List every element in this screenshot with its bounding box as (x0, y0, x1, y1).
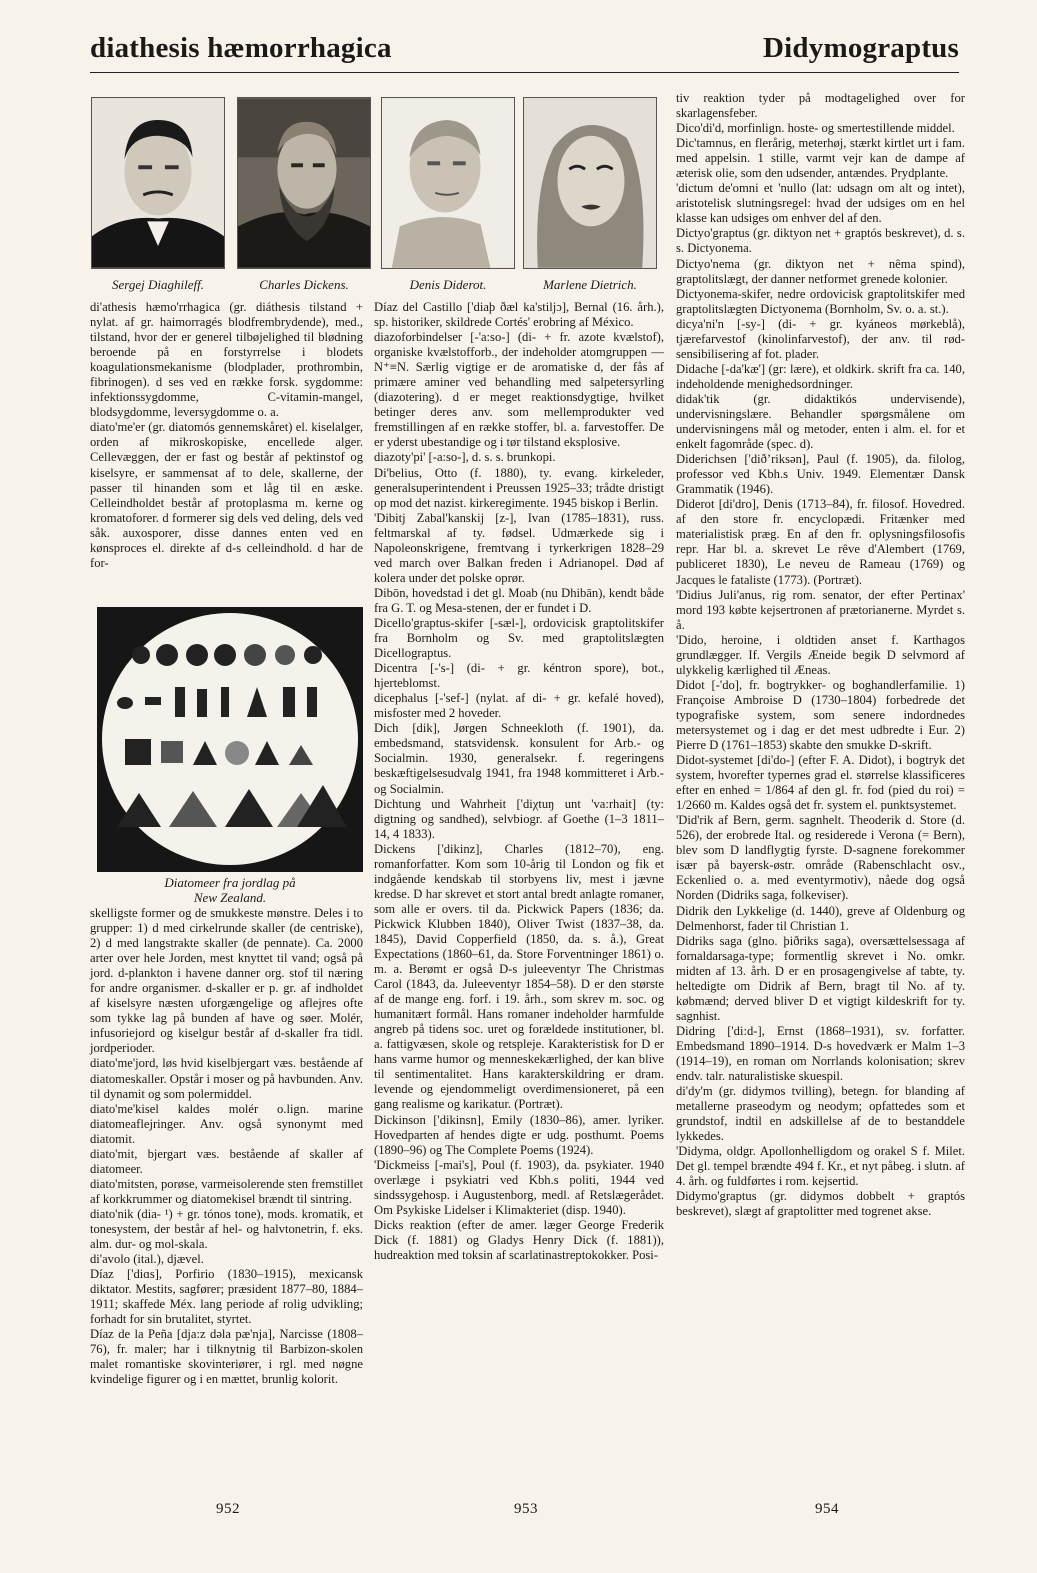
entry: Didache [-da'kæ'] (gr: lære), et oldkirk. skrift fra ca. 140, indeholdende menighedsordninger. (676, 361, 965, 391)
column-2 (374, 300, 664, 1263)
entry: Didymo'graptus (gr. didymos dobbelt + graptós beskrevet), slægt af graptolitter med togrenet akse. (676, 1189, 965, 1219)
portrait-diderot-icon (382, 98, 514, 268)
header-rule (90, 72, 959, 73)
entry: diazoty'pi' [-a:so-], d. s. s. brunkopi. (374, 450, 556, 465)
figure-caption-line-1: Diatomeer fra jordlag på (164, 875, 296, 890)
entry: Didrik den Lykkelige (d. 1440), greve af Oldenburg og Delmenhorst, fader til Christian 1. (676, 903, 965, 933)
entry: Dicks reaktion (efter de amer. læger George Frederik Dick (f. 1881) og Gladys Henry Dick (f. 1881)), hudreaktion med toksin af scarlatinastreptokokker. Posi- (374, 1217, 664, 1262)
portrait-dietrich-icon (524, 98, 656, 268)
entry: 'dictum de'omni et 'nullo (lat: udsagn om alt og intet), aristotelisk slutningsregel: hvad der udsiges om en hel klasse kan udsiges om enhver del af den. (676, 181, 965, 226)
entry: Dickens ['dikinz], Charles (1812–70), eng. romanforfatter. Kom som 10-årig til London og fik et indgående kendskab til storbyens liv, mest i jævne kredse. D har skrevet et stort antal bredt anlagte romaner, som alle er overs. til da. Pickwick Papers (1836; da. Pickwick Klubben 1840), Oliver Twist (1837–38, da. 1845), David Copperfield (1850, da. s. å.), Great Expectations (1860–61, da. Store Forventninger 1861) o. m. a. Berømt er også D-s juleeventyr The Christmas Carol (1843, da. Juleeventyr 1854–58). D er den største af de mange eng. forf. i 19. årh., som skrev m. soc. og humanitært formål. Hans romaner indeholder harmfulde angreb på tidens soc. uret og forældede institutioner, bl. a. fattigvæsen, skole og retspleje. Karakteristisk for D er hans varme humor og menneskekærlighed, der kan blive til sentimentalitet. Hans karakterskildring er dram. levende og ejendommeligt overdimensioneret, på een gang realisme og karikatur. (Portræt). (374, 841, 664, 1112)
entry: Dibōn, hovedstad i det gl. Moab (nu Dhibān), kendt både fra G. T. og Mesa-stenen, der er fundet i D. (374, 585, 664, 615)
portrait-diderot (381, 97, 515, 269)
entry: di'dy'm (gr. didymos tvilling), betegn. for blanding af metallerne praseodym og neodym; opfattedes som et grundstof, indtil en adskillelse af de to bestanddele lykkedes. (676, 1084, 965, 1144)
portrait-diaghileff-icon (92, 98, 224, 268)
figure-caption-line-2: New Zealand. (193, 890, 267, 905)
running-head-right: Didymograptus (763, 32, 959, 64)
entry: skelligste former og de smukkeste mønstre. Deles i to grupper: 1) d med cirkelrunde skaller (de centriske), 2) d med langstrakte skaller (de pennate). Ca. 2000 arter over hele Jorden, mest knyttet til vand; også på jord. d-plankton i havene danner org. stof til næring for andre organismer. d-skaller er p. gr. af indholdet af kiselsyre næsten uforgængelige og aflejres ofte som tykke lag på bunden af have og søer. Molér, infusoriejord og kiselgur består af d-skaller fra tidl. jordperioder. (90, 906, 363, 1056)
column-1-lower (90, 906, 363, 1388)
entry: Díaz ['diɑs], Porfirio (1830–1915), mexicansk diktator. Mestits, sagfører; præsident 1877–80, 1884–1911; skaffede Méx. lang periode af rolig udvikling; forhadt for sin brutalitet, styrtet. (90, 1267, 363, 1327)
page-number: 954 (815, 1501, 839, 1517)
portrait-dietrich (523, 97, 657, 269)
entry: dicephalus [-'sef-] (nylat. af di- + gr. kefalé hoved), misfoster med 2 hoveder. (374, 691, 664, 721)
entry: Di'belius, Otto (f. 1880), ty. evang. kirkeleder, generalsuperintendent i Preussen 1925–33; trådte dristigt op mod det nazist. kirkeregimente. 1945 biskop i Berlin. (374, 465, 664, 510)
entry: diato'mitsten, porøse, varmeisolerende sten fremstillet af korkkrummer og diatomekisel brændt til sintring. (90, 1176, 363, 1206)
entry: 'Didius Juli'anus, rig rom. senator, der efter Pertinax' mord 193 købte kejsertronen af prætorianerne. Myrdet s. å. (676, 587, 965, 632)
entry: Dichtung und Wahrheit ['diχtuŋ unt 'va:rhait] (ty: digtning og sandhed), selvbiogr. af Goethe (1–3 1811–14, 4 1833). (374, 796, 664, 841)
running-head-left: diathesis hæmorrhagica (90, 32, 392, 64)
entry: tiv reaktion tyder på modtagelighed over for skarlagensfeber. (676, 91, 965, 121)
entry: Dictyonema-skifer, nedre ordovicisk graptolitskifer med graptolitslægten Dictyonema (Bornholm, Sv. o. a. st.). (676, 286, 965, 316)
column-3 (676, 91, 965, 1220)
entry: Díaz del Castillo ['diaþ ðæl ka'stiljɔ], Bernal (16. årh.), sp. historiker, skildrede Cortés' erobring af México. (374, 300, 664, 330)
entry: dicya'ni'n [-sy-] (di- + gr. kyáneos mørkeblå), tjærefarvestof (kinolinfarvestof), der anv. til rød-sensibilisering af fot. plader. (676, 316, 965, 361)
portrait-caption: Marlene Dietrich. (543, 277, 637, 292)
entry: 'Dido, heroine, i oldtiden anset f. Karthagos grundlægger. If. Vergils Æneide begik D selvmord af ulykkelig kærlighed til Æneas. (676, 632, 965, 677)
entry: Dic'tamnus, en flerårig, meterhøj, stærkt kirtlet urt i fam. med appelsin. 1 stille, varmt vejr kan de dampe af æterisk olie, som den udsender, antændes. Prydplante. (676, 136, 965, 181)
entry: Dich [dik], Jørgen Schneekloth (f. 1901), da. embedsmand, statsvidensk. konsulent for Arb.- og Socialmin. 1930, generalsekr. f. regeringens beskæftigelsesudvalg 1941, fra 1948 kommitteret i Arb.- og Socialmin. (374, 721, 664, 796)
entry: Dicentra [-'s-] (di- + gr. kéntron spore), bot., hjerteblomst. (374, 661, 664, 691)
portrait-caption: Charles Dickens. (259, 277, 349, 292)
portrait-caption: Sergej Diaghileff. (112, 277, 204, 292)
entry: Didriks saga (glno. þiðriks saga), oversættelsessaga af fornaldarsaga-type; formentlig skrevet i No. omkr. midten af 13. årh. D er en prosagengivelse af tabte, ty. heltedigte om Didrik af Bern, bragt til No. af ty. købmænd; derved bliver D et vigtigt kildeskrift for ty. sagnhist. (676, 933, 965, 1023)
entry: Diderichsen ['diðʼriksən], Paul (f. 1905), da. filolog, professor ved Kbh.s Univ. 1949. Elementær Dansk Grammatik (1946). (676, 452, 965, 497)
entry: 'Did'rik af Bern, germ. sagnhelt. Theoderik d. Store (d. 526), der erobrede Ital. og residerede i Verona (= Bern), blev som D landflygtig fyrste. D-sagnene forekommer især på bayersk-østr. område (Rabenschlacht osv., Eckenlied o. a. med eventyrmotiv), nåede dog også Norden (Didriks saga, folkeviser). (676, 813, 965, 903)
column-1-upper (90, 300, 363, 571)
entry: Dicello'graptus-skifer [-sæl-], ordovicisk graptolitskifer fra Bornholm og Sv. med graptolitslægten Dicellograptus. (374, 615, 664, 661)
portrait-dickens (237, 97, 371, 269)
portrait-dickens-icon (238, 98, 370, 268)
portrait-diaghileff (91, 97, 225, 269)
entry: Dico'di'd, morfinlign. hoste- og smertestillende middel. (676, 121, 955, 136)
entry: di'avolo (ital.), djævel. (90, 1252, 204, 1267)
entry: di'athesis hæmo'rrhagica (gr. diáthesis tilstand + nylat. af gr. haimorragés blodfrembrydende), med., tilstand, hvor der er generel tilbøjelighed til blødning beroende på en forstyrrelse i blodets koagulationsmekanisme (blodplader, prothrombin, fibrinogen). d ses ved en række forsk. sygdomme: infektionssygdomme, C-vitamin-mangel, blodsygdomme, leversygdomme o. a. (90, 300, 363, 420)
entry: Diderot [di'dro], Denis (1713–84), fr. filosof. Hovedred. af den store fr. encyclopædi. Fritænker med materialistisk præg. En af den fr. oplysningsfilosofis repr. Har bl. a. skrevet Le rêve d'Alembert (1769, publiceret 1830), Le neveu de Rameau (1769) og Jacques le fataliste (1773). (Portræt). (676, 497, 965, 587)
entry: didak'tik (gr. didaktikós undervisende), undervisningslære. Behandler spørgsmålene om undervisningens mål og metoder, enten i alm. el. for et enkelt fagområde (spec. d). (676, 391, 965, 452)
page-number: 952 (216, 1501, 240, 1517)
diatom-figure (97, 607, 363, 872)
diatom-micrograph-icon (97, 607, 363, 872)
entry: Didot [-'do], fr. bogtrykker- og boghandlerfamilie. 1) Françoise Ambroise D (1730–1804) forbedrede det typografiske system, som senere indordnedes metersystemet og i dag er det mest udbredte i Eur. 2) Pierre D (1761–1853) skabte den smukke D-skrift. (676, 677, 965, 753)
entry: diato'mit, bjergart væs. bestående af skaller af diatomeer. (90, 1146, 363, 1176)
entry: Dictyo'graptus (gr. diktyon net + graptós beskrevet), d. s. s. Dictyonema. (676, 226, 965, 256)
entry: Didot-systemet [di'do-] (efter F. A. Didot), i bogtryk det system, hvorefter typernes grad el. størrelse klassificeres efter en enhed = 1/864 af den gl. fr. fod (pied du roi) = 1/2660 m. Kaldes også det fr. system el. punktsystemet. (676, 753, 965, 813)
entry: Díaz de la Peña [dja:z dəla pæ'nja], Narcisse (1808–76), fr. maler; har i tilknytnig til Barbizon-skolen malet romantiske skovinteriører, i rgl. med nøgne kvindelige figurer og i en mættet, brunlig kolorit. (90, 1327, 363, 1387)
entry: Dictyo'nema (gr. diktyon net + nêma spind), graptolitslægt, der danner netformet grenede kolonier. (676, 256, 965, 286)
entry: diato'me'jord, løs hvid kiselbjergart væs. bestående af diatomeskaller. Opstår i moser og på havbunden. Anv. til dynamit og som polermiddel. (90, 1056, 363, 1101)
entry: diazoforbindelser [-'a:so-] (di- + fr. azote kvælstof), organiske kvælstofforb., der indeholder atomgruppen —N⁺≡N. Særlig vigtige er de aromatiske d, der fås af primære aminer ved behandling med salpetersyrling (diazotering). d er meget reaktionsdygtige, hvilket betinger deres anv. som mellemprodukter ved fremstillingen af en række stoffer, bl. a. farvestoffer. De er yderst ubestandige og i tør tilstand eksplosive. (374, 330, 664, 450)
entry: Didring ['di:d-], Ernst (1868–1931), sv. forfatter. Embedsmand 1890–1914. D-s hovedværk er Malm 1–3 (1914–19), en roman om Norrlands kolonisation; skrev endv. talr. naturalistiske skuespil. (676, 1023, 965, 1084)
figure-caption (97, 875, 363, 905)
entry: 'Dickmeiss [-mai's], Poul (f. 1903), da. psykiater. 1940 overlæge i psykiatri ved Kbh.s politi, 1944 ved sindssygehosp. i Augustenborg, medl. af Retslægerådet. Om Psykiske Lidelser i Klimakteriet (disp. 1940). (374, 1157, 664, 1217)
portrait-caption: Denis Diderot. (409, 277, 487, 292)
page-number: 953 (514, 1501, 538, 1517)
entry: Dickinson ['dikinsn], Emily (1830–86), amer. lyriker. Hovedparten af hendes digte er udg. posthumt. Poems (1890–96) og The Complete Poems (1924). (374, 1112, 664, 1157)
entry: diato'nik (dia- ¹) + gr. tónos tone), mods. kromatik, et tonesystem, der består af hel- og halvtonetrin, f. eks. alm. dur- og mol-skala. (90, 1206, 363, 1252)
entry: diato'me'er (gr. diatomós gennemskåret) el. kiselalger, orden af mikroskopiske, encellede alger. Cellevæggen, der er fast og består af pektinstof og kiselsyre, er sammensat af to dele, skallerne, der passer til hinanden som et låg til en æske. Celleindholdet består af protoplasma m. kerne og kromatoforer. d formerer sig dels ved deling, dels ved såk. auxosporer, disse dannes enten ved en kønsproces el. direkte af d-s celleindhold. d har de for- (90, 420, 363, 570)
entry: 'Dibitj Zabal'kanskij [z-], Ivan (1785–1831), russ. feltmarskal af ty. fødsel. Udmærkede sig i Napoleonskrigene, fremtvang i tyrkerkrigen 1828–29 ved march over Balkan freden i Adrianopel. Død af kolera under det polske oprør. (374, 510, 664, 585)
entry: diato'me'kisel kaldes molér o.lign. marine diatomeaflejringer. Anv. også synonymt med diatomit. (90, 1101, 363, 1146)
entry: 'Didyma, oldgr. Apollonhelligdom og orakel S f. Milet. Det gl. tempel brændte 494 f. Kr., et nyt påbeg. i slutn. af 4. årh. og fuldførtes i rom. kejsertid. (676, 1144, 965, 1189)
